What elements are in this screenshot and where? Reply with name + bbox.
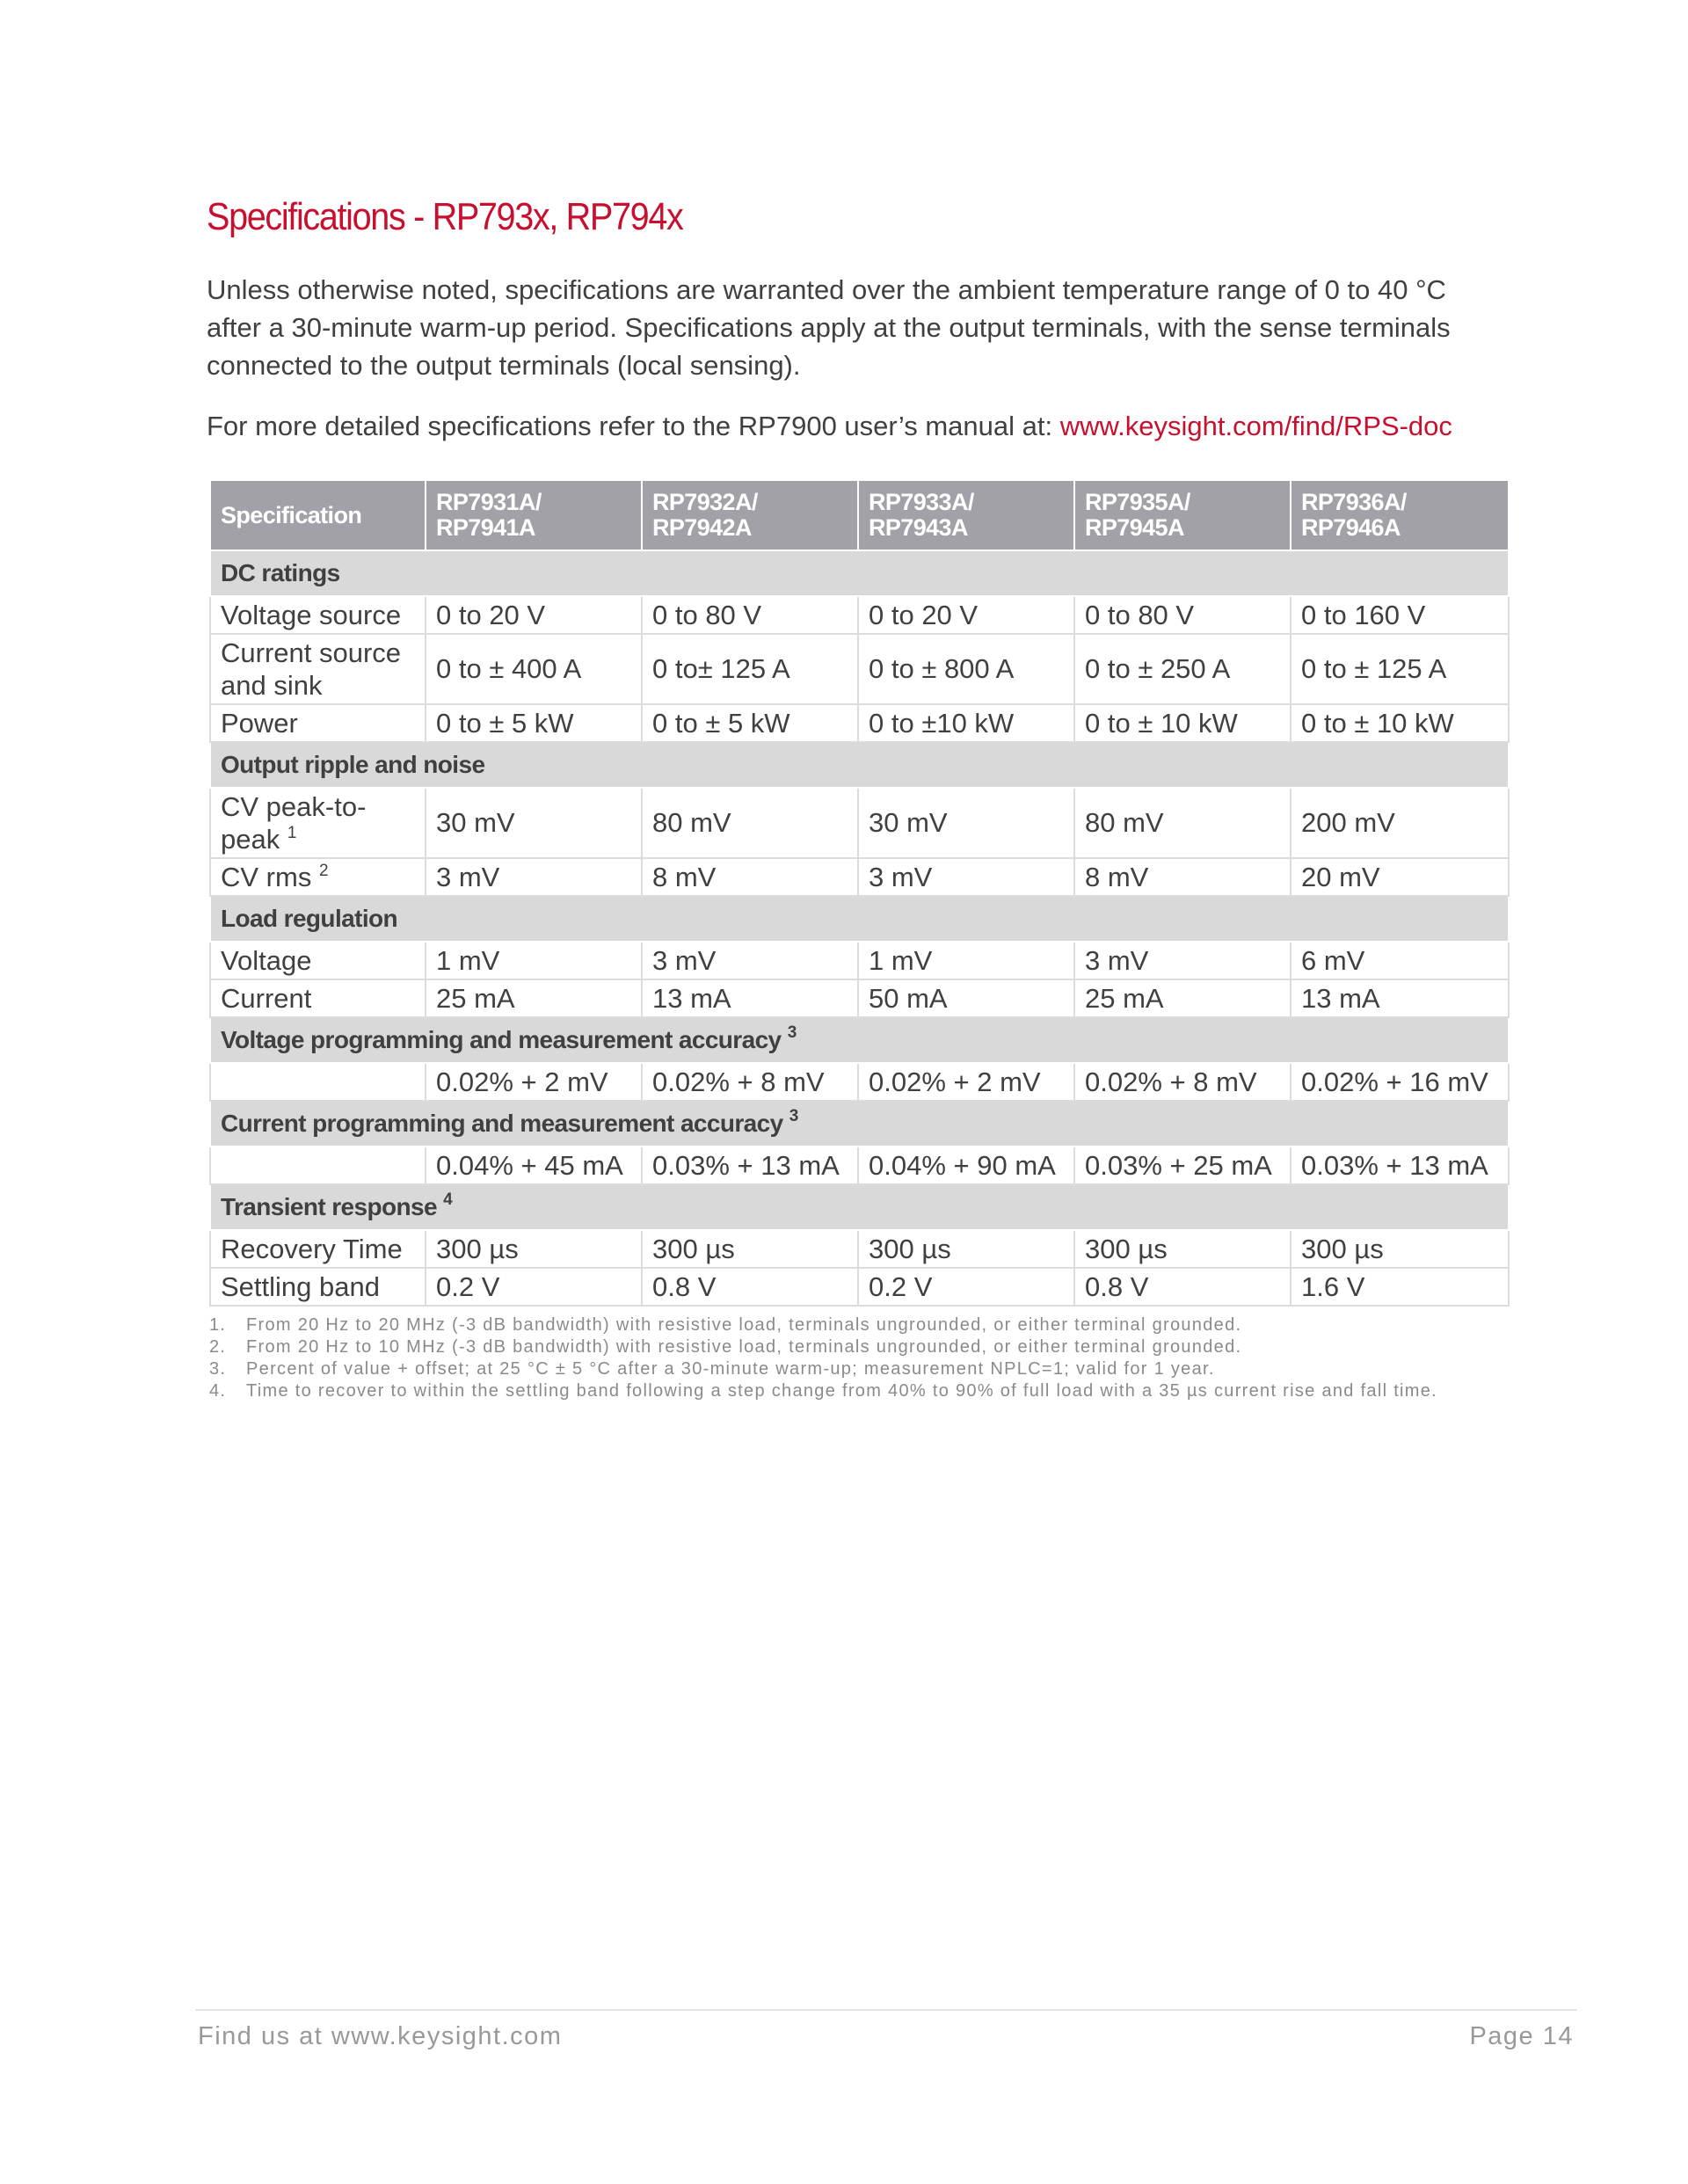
table-row: Current source and sink 0 to ± 400 A 0 to± 125 A 0 to ± 800 A 0 to ± 250 A 0 to ± 125 A xyxy=(210,634,1509,704)
table-row: Power 0 to ± 5 kW 0 to ± 5 kW 0 to ±10 kW 0 to ± 10 kW 0 to ± 10 kW xyxy=(210,704,1509,742)
header-model-4: RP7935A/ RP7945A xyxy=(1074,480,1291,550)
footnote: 4. Time to recover to within the settling band following a step change from 40% to 90% of full load with a 35 µs current rise and fall time. xyxy=(209,1381,1438,1401)
table-row: Current 25 mA 13 mA 50 mA 25 mA 13 mA xyxy=(210,979,1509,1017)
page-number: Page 14 xyxy=(1469,2022,1574,2050)
footnote: 3. Percent of value + offset; at 25 °C ± 5 °C after a 30-minute warm-up; measurement NPLC=1; valid for 1 year. xyxy=(209,1359,1215,1379)
section-output-ripple: Output ripple and noise xyxy=(210,742,1509,788)
section-dc-ratings: DC ratings xyxy=(210,550,1509,596)
footer-divider xyxy=(195,2009,1577,2011)
section-load-regulation: Load regulation xyxy=(210,896,1509,942)
section-current-programming: Current programming and measurement accuracy $^3$ xyxy=(210,1101,1509,1147)
table-row: Recovery Time 300 µs 300 µs 300 µs 300 µs 300 µs xyxy=(210,1230,1509,1268)
footnote: 2. From 20 Hz to 10 MHz (-3 dB bandwidth) with resistive load, terminals ungrounded, or either terminal grounded. xyxy=(209,1337,1242,1357)
header-model-1: RP7931A/ RP7941A xyxy=(426,480,642,550)
table-row: Settling band 0.2 V 0.8 V 0.2 V 0.8 V 1.6 V xyxy=(210,1268,1509,1306)
table-row: CV rms $^2$ 3 mV 8 mV 3 mV 8 mV 20 mV xyxy=(210,858,1509,896)
intro-paragraph: Unless otherwise noted, specifications are warranted over the ambient temperature range of 0 to 40 °C after a 30-minute warm-up period. Specifications apply at the output terminals, with the sense terminals connected to the output terminals (local sensing). xyxy=(207,274,1451,381)
section-voltage-programming: Voltage programming and measurement accuracy $^3$ xyxy=(210,1017,1509,1063)
rps-doc-link[interactable]: www.keysight.com/find/RPS-doc xyxy=(1059,411,1452,441)
table-row: Voltage 1 mV 3 mV 1 mV 3 mV 6 mV xyxy=(210,942,1509,979)
header-model-3: RP7933A/ RP7943A xyxy=(858,480,1074,550)
footer-website[interactable]: Find us at www.keysight.com xyxy=(198,2022,563,2050)
more-info-text: For more detailed specifications refer to the RP7900 user’s manual at: xyxy=(207,411,1060,441)
footnotes xyxy=(209,1314,1510,1402)
page-title: Specifications - RP793x, RP794x xyxy=(207,195,683,238)
table-row: 0.04% + 45 mA 0.03% + 13 mA 0.04% + 90 mA 0.03% + 25 mA 0.03% + 13 mA xyxy=(210,1147,1509,1184)
table-row: CV peak-to-peak $^1$ 30 mV 80 mV 30 mV 80 mV 200 mV xyxy=(210,788,1509,858)
table-header-row xyxy=(210,480,1509,550)
header-model-5: RP7936A/ RP7946A xyxy=(1291,480,1509,550)
header-model-2: RP7932A/ RP7942A xyxy=(642,480,858,550)
footnote: 1. From 20 Hz to 20 MHz (-3 dB bandwidth) with resistive load, terminals ungrounded, or either terminal grounded. xyxy=(209,1315,1242,1335)
header-specification: Specification xyxy=(210,480,426,550)
table-row: 0.02% + 2 mV 0.02% + 8 mV 0.02% + 2 mV 0.02% + 8 mV 0.02% + 16 mV xyxy=(210,1063,1509,1101)
spec-table xyxy=(209,479,1510,1307)
section-transient-response: Transient response $^4$ xyxy=(210,1184,1509,1230)
more-info-paragraph xyxy=(207,407,1525,445)
table-row: Voltage source 0 to 20 V 0 to 80 V 0 to 20 V 0 to 80 V 0 to 160 V xyxy=(210,596,1509,634)
